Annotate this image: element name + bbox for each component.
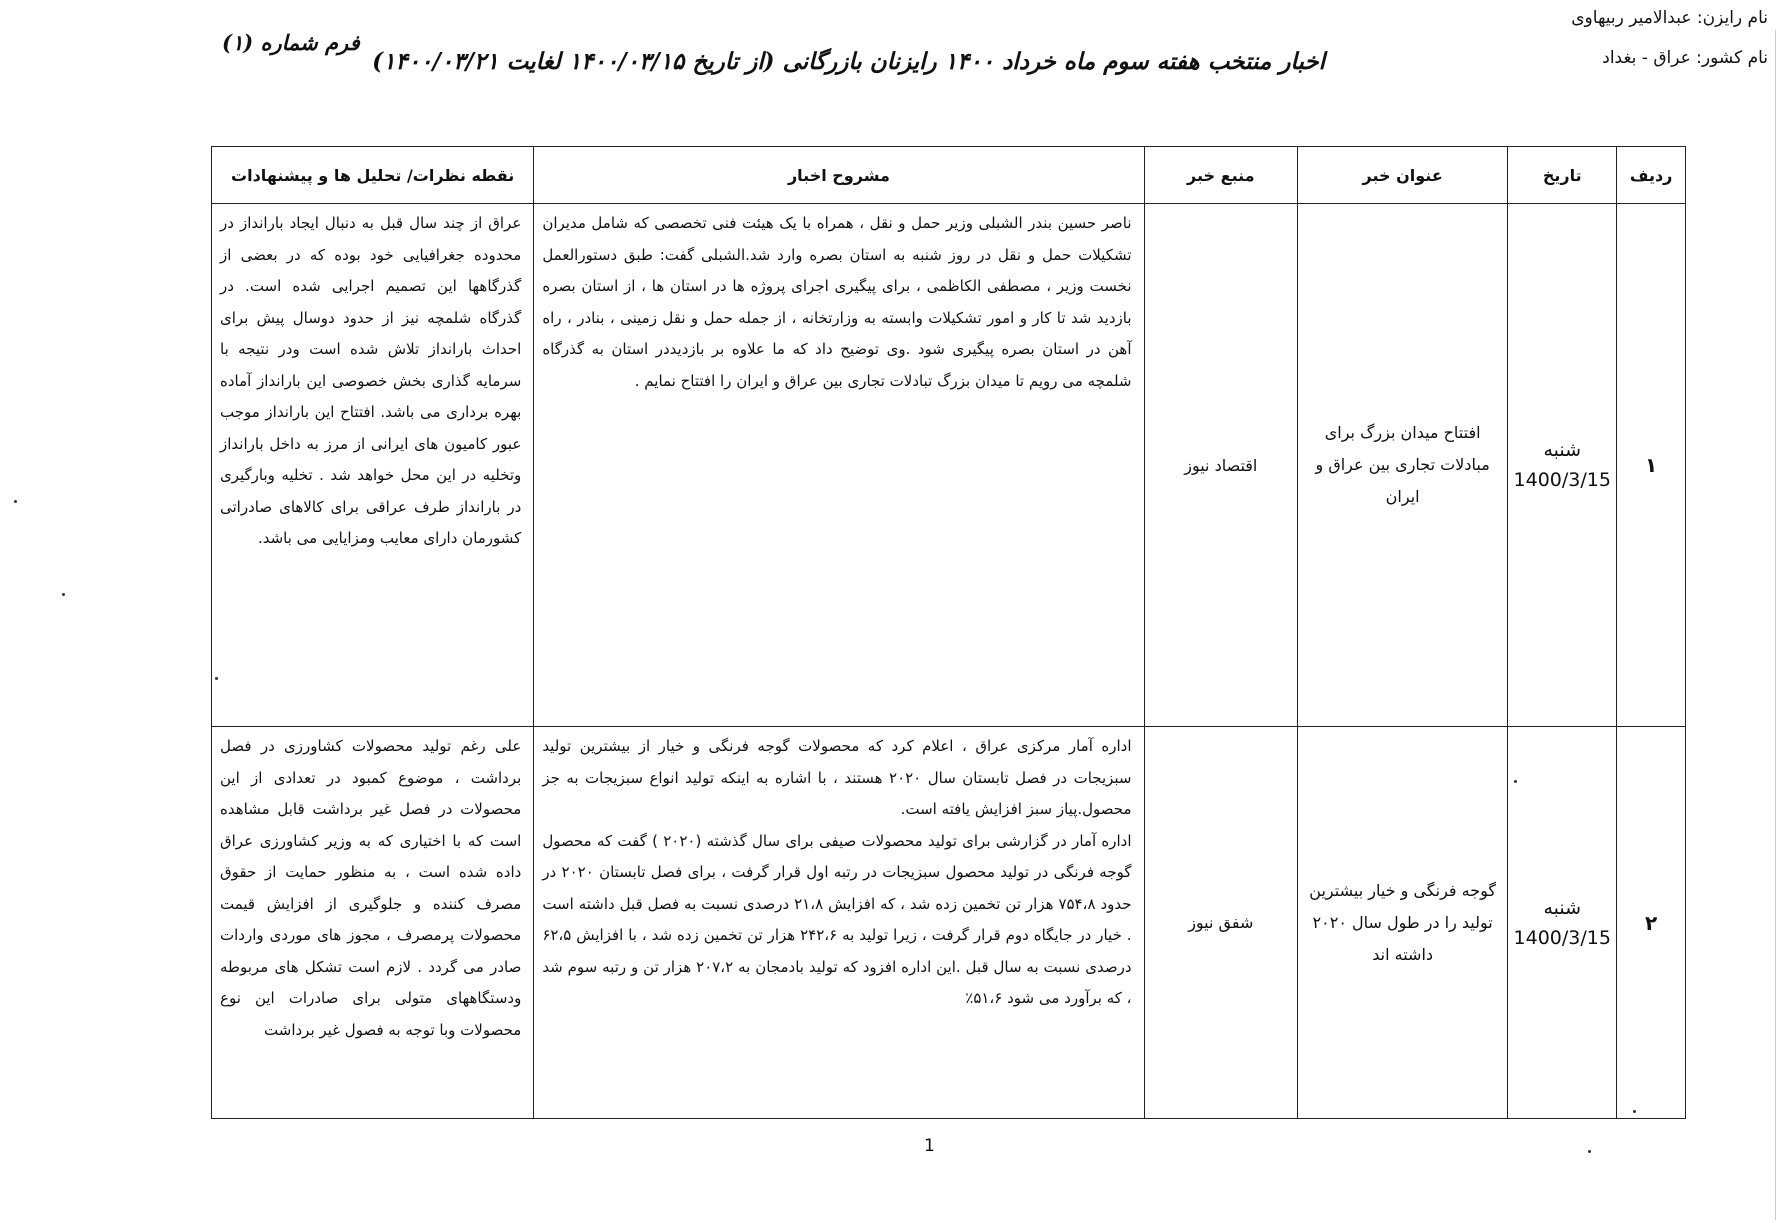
- news-body: [534, 727, 1144, 1119]
- news-headline: گوجه فرنگی و خیار بیشترین تولید را در طول سال ۲۰۲۰ داشته اند: [1298, 727, 1508, 1119]
- scan-speck: [215, 677, 218, 680]
- news-headline: افتتاح میدان بزرگ برای مبادلات تجاری بین عراق و ایران: [1298, 204, 1508, 727]
- news-source: شفق نیوز: [1144, 727, 1298, 1119]
- col-header-source: منبع خبر: [1144, 147, 1298, 204]
- table-header-row: [212, 147, 1686, 204]
- scan-speck: [1514, 780, 1517, 783]
- col-header-row-number: ردیف: [1617, 147, 1686, 204]
- news-day: شنبه: [1543, 896, 1582, 919]
- form-number: فرم شماره (۱): [222, 30, 360, 55]
- country-name: نام کشور: عراق - بغداد: [1602, 48, 1768, 68]
- scan-speck: [1633, 1110, 1636, 1113]
- col-header-date: تاریخ: [1508, 147, 1617, 204]
- col-header-headline: عنوان خبر: [1298, 147, 1508, 204]
- news-body-paragraph: اداره آمار در گزارشی برای تولید محصولات صیفی برای سال گذشته (۲۰۲۰ ) گفت که محصول گوجه فرنگی در تولید محصول سبزیجات در رتبه اول قرار گرفت ، برای فصل تابستان ۲۰۲۰ در حدود ۷۵۴،۸ هزار تن تخمین زده شد ، که افزایش ۲۱،۸ درصدی نسبت به فصل قبل داشته است . خیار در جایگاه دوم قرار گرفت ، زیرا تولید به ۲۴۲،۶ هزار تن تخمین زده شد ، با افزایش ۶۲،۵ درصدی نسبت به سال قبل .این اداره افزود که تولید بادمجان به ۲۰۷،۲ هزار تن و رتبه سوم شد ، که برآورد می شود ۵۱،۶٪: [542, 831, 1132, 1007]
- news-date: 1400/3/15: [1513, 469, 1611, 491]
- table-row: [212, 727, 1686, 1119]
- news-table: [211, 146, 1686, 1119]
- news-date-cell: [1508, 727, 1617, 1119]
- document-title: اخبار منتخب هفته سوم ماه خرداد ۱۴۰۰ رایزنان بازرگانی (از تاریخ ۱۴۰۰/۰۳/۱۵ لغایت ۱۴۰۰/۰۳/۲۱): [372, 48, 1325, 75]
- scan-speck: [62, 593, 65, 596]
- counselor-name: نام رایزن: عبدالامیر ربیهاوی: [1571, 8, 1768, 28]
- row-number: ۱: [1617, 204, 1686, 727]
- scan-edge-line: [1775, 30, 1776, 1220]
- table-row: [212, 204, 1686, 727]
- scan-speck: [14, 500, 17, 503]
- col-header-body: مشروح اخبار: [534, 147, 1144, 204]
- news-date-cell: [1508, 204, 1617, 727]
- scan-speck: [1588, 1150, 1591, 1153]
- news-body: ناصر حسین بندر الشبلی وزیر حمل و نقل ، همراه با یک هیئت فنی تخصصی که شامل مدیران تشکیلات حمل و نقل در روز شنبه به استان بصره وارد شد.الشبلی گفت: طبق دستورالعمل نخست وزیر ، مصطفی الکاظمی ، برای پیگیری اجرای پروژه ها در استان ها ، از استان بصره بازدید شد تا کار و امور تشکیلات وابسته به وزارتخانه ، از جمله حمل و نقل زمینی ، بنادر ، راه آهن در استان بصره پیگیری شود .وی توضیح داد که ما علاوه بر بازدیددر استان به گذرگاه شلمچه می رویم تا میدان بزرگ تبادلات تجاری بین عراق و ایران را افتتاح نمایم .: [534, 204, 1144, 727]
- row-number: ۲: [1617, 727, 1686, 1119]
- page-number: 1: [924, 1136, 935, 1156]
- news-source: اقتصاد نیوز: [1144, 204, 1298, 727]
- col-header-notes: نقطه نظرات/ تحلیل ها و پیشنهادات: [212, 147, 534, 204]
- news-body-paragraph: اداره آمار مرکزی عراق ، اعلام کرد که محصولات گوجه فرنگی و خیار از بیشترین تولید سبزیجات در فصل تابستان سال ۲۰۲۰ هستند ، با اشاره به اینکه تولید انواع سبزیجات به جز محصول.پیاز سبز افزایش یافته است.: [542, 737, 1132, 818]
- news-analysis: عراق از چند سال قبل به دنبال ایجاد بارانداز در محدوده جغرافیایی خود بوده که در بعضی از گذرگاهها این تصمیم اجرایی شده است. در گذرگاه شلمچه نیز از حدود دوسال پیش برای احداث بارانداز تلاش شده است ودر نتیجه با سرمایه گذاری بخش خصوصی این بارانداز آماده بهره برداری می باشد. افتتاح این بارانداز موجب عبور کامیون های ایرانی از مرز به داخل بارانداز وتخلیه در این محل خواهد شد . تخلیه وبارگیری در بارانداز طرف عراقی برای کالاهای صادراتی کشورمان دارای معایب ومزایایی می باشد.: [212, 204, 534, 727]
- news-analysis: علی رغم تولید محصولات کشاورزی در فصل برداشت ، موضوع کمبود در تعدادی از این محصولات در فصل غیر برداشت قابل مشاهده است که با اختیاری که به وزیر کشاورزی عراق داده شده است ، به منظور حمایت از حقوق مصرف کننده و جلوگیری از افزایش قیمت محصولات پرمصرف ، مجوز های موردی واردات صادر می گردد . لازم است تشکل های مربوطه ودستگاههای متولی برای صادرات این نوع محصولات وبا توجه به فصول غیر برداشت: [212, 727, 534, 1119]
- news-day: شنبه: [1543, 439, 1582, 461]
- news-date: 1400/3/15: [1513, 926, 1611, 949]
